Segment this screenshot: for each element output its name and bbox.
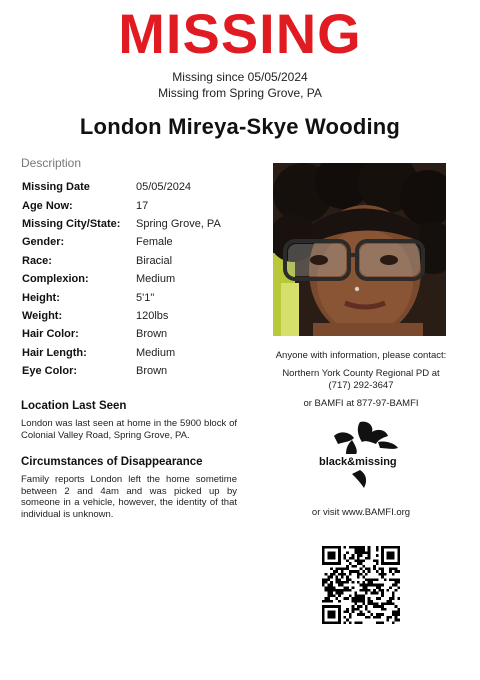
detail-row-hair-length bbox=[22, 344, 262, 362]
black-and-missing-logo-icon bbox=[316, 418, 402, 494]
detail-label: Eye Color: bbox=[22, 365, 78, 378]
logo-text: black&missing bbox=[319, 456, 397, 468]
missing-title: MISSING bbox=[118, 2, 362, 65]
missing-since: Missing since 05/05/2024 bbox=[172, 70, 308, 84]
detail-label: Hair Length: bbox=[22, 346, 87, 359]
qr-code-icon bbox=[322, 546, 400, 624]
detail-value: Spring Grove, PA bbox=[136, 217, 221, 230]
detail-value: Brown bbox=[136, 328, 168, 341]
detail-row-eye-color bbox=[22, 362, 262, 380]
contact-intro: Anyone with information, please contact: bbox=[275, 350, 447, 361]
detail-value: 5'1" bbox=[136, 291, 155, 304]
detail-row-age bbox=[22, 196, 262, 214]
detail-label: Age Now: bbox=[22, 199, 73, 212]
detail-label: Complexion: bbox=[22, 273, 89, 286]
portrait-photo bbox=[273, 163, 446, 336]
circumstances-body: Family reports London left the home sometime between 2 and 4am and was picked up by someone in a vehicle, however, the identity of that individual is unknown. bbox=[21, 474, 237, 520]
visit-website: or visit www.BAMFI.org bbox=[311, 507, 411, 518]
location-heading: Location Last Seen bbox=[21, 400, 127, 412]
detail-row-complexion bbox=[22, 270, 262, 288]
missing-from: Missing from Spring Grove, PA bbox=[158, 86, 322, 100]
detail-row-hair-color bbox=[22, 325, 262, 343]
description-heading: Description bbox=[21, 156, 82, 170]
detail-value: Medium bbox=[136, 273, 176, 286]
detail-row-weight bbox=[22, 307, 262, 325]
detail-value: Brown bbox=[136, 365, 168, 378]
circumstances-heading: Circumstances of Disappearance bbox=[21, 456, 203, 468]
detail-label: Missing City/State: bbox=[22, 217, 121, 230]
detail-label: Hair Color: bbox=[22, 328, 79, 341]
detail-row-missing-date bbox=[22, 178, 262, 196]
description-table bbox=[22, 178, 262, 380]
detail-value: Medium bbox=[136, 346, 176, 359]
detail-value: 17 bbox=[136, 199, 149, 212]
person-name: London Mireya-Skye Wooding bbox=[79, 114, 401, 139]
detail-row-height bbox=[22, 288, 262, 306]
detail-label: Height: bbox=[22, 291, 60, 304]
contact-agency-phone: (717) 292-3647 bbox=[328, 380, 394, 391]
portrait-photo-icon bbox=[273, 163, 446, 336]
black-and-missing-logo bbox=[316, 418, 402, 494]
contact-agency bbox=[258, 368, 464, 392]
detail-label: Weight: bbox=[22, 309, 63, 322]
qr-code-graphic bbox=[322, 546, 400, 624]
detail-value: Biracial bbox=[136, 254, 173, 267]
contact-bamfi: or BAMFI at 877-97-BAMFI bbox=[303, 398, 419, 409]
detail-row-gender bbox=[22, 233, 262, 251]
detail-value: Female bbox=[136, 236, 173, 249]
detail-value: 05/05/2024 bbox=[136, 181, 192, 194]
detail-label: Gender: bbox=[22, 236, 65, 249]
location-body: London was last seen at home in the 5900 block of Colonial Valley Road, Spring Grove, PA. bbox=[21, 418, 237, 441]
detail-value: 120lbs bbox=[136, 309, 169, 322]
contact-agency-name: Northern York County Regional PD at bbox=[282, 368, 440, 379]
detail-label: Missing Date bbox=[22, 181, 90, 194]
detail-label: Race: bbox=[22, 254, 52, 267]
detail-row-city-state bbox=[22, 215, 262, 233]
detail-row-race bbox=[22, 252, 262, 270]
